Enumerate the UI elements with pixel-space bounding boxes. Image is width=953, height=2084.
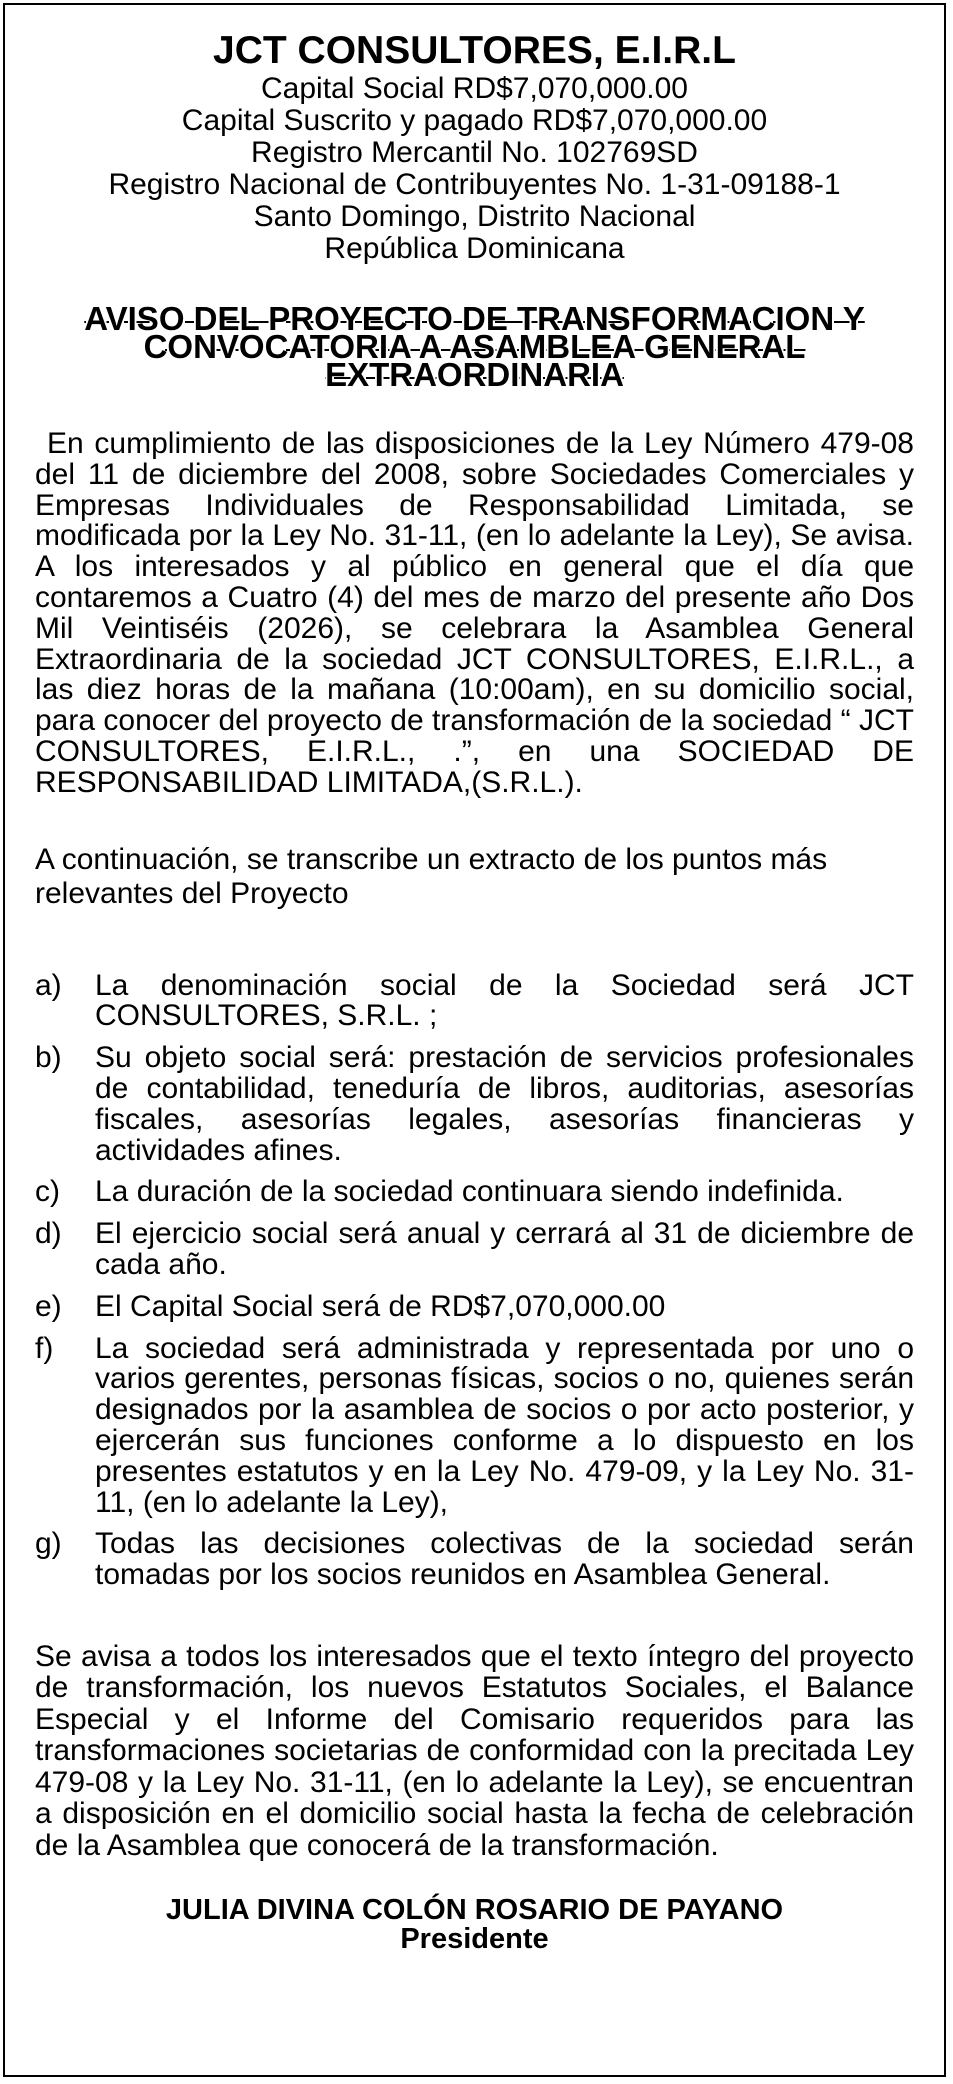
- list-marker: f): [35, 1331, 54, 1365]
- list-item: [35, 1043, 914, 1166]
- city: Santo Domingo, Distrito Nacional: [253, 200, 696, 233]
- list-marker: g): [35, 1527, 62, 1561]
- project-points-list: [35, 968, 914, 1592]
- country: República Dominicana: [324, 232, 625, 265]
- list-item: [35, 1289, 914, 1323]
- capital-suscrito: Capital Suscrito y pagado RD$7,070,000.00: [181, 104, 768, 137]
- list-item: [35, 1331, 914, 1519]
- capital-social: Capital Social RD$7,070,000.00: [261, 72, 688, 105]
- list-item-text: El Capital Social será de RD$7,070,000.00: [95, 1289, 666, 1323]
- company-name: JCT CONSULTORES, E.I.R.L: [213, 29, 736, 72]
- notice-document: [5, 29, 944, 1956]
- list-item-text: La duración de la sociedad continuara siendo indefinida.: [95, 1175, 844, 1209]
- list-marker: a): [35, 968, 62, 1002]
- transcribe-paragraph: A continuación, se transcribe un extracto de los puntos más relevantes del Proyecto: [35, 842, 828, 910]
- list-item: [35, 1177, 914, 1208]
- closing-paragraph: Se avisa a todos los interesados que el texto íntegro del proyecto de transformación, los nuevos Estatutos Sociales, el Balance Especial y el Informe del Comisario requeridos para las transformaciones societarias de conformidad con la precitada Ley 479-08 y la Ley No. 31-11, (en lo adelante la Ley), se encuentran a disposición en el domicilio social hasta la fecha de celebración de la Asamblea que conocerá de la transformación.: [35, 1639, 914, 1862]
- list-item-text: La denominación social de la Sociedad será JCT CONSULTORES, S.R.L. ;: [95, 968, 914, 1033]
- intro-paragraph: En cumplimiento de las disposiciones de la Ley Número 479-08 del 11 de diciembre del 2008, sobre Sociedades Comerciales y Empresas Individuales de Responsabilidad Limitada, se modificada por la Ley No. 31-11, (en lo adelante la Ley), Se avisa. A los interesados y al público en general que el día que contaremos a Cuatro (4) del mes de marzo del presente año Dos Mil Veintiséis (2026), se celebrara la Asamblea General Extraordinaria de la sociedad JCT CONSULTORES, E.I.R.L., a las diez horas de la mañana (10:00am), en su domicilio social, para conocer del proyecto de transformación de la sociedad “ JCT CONSULTORES, E.I.R.L., .”, en una SOCIEDAD DE RESPONSABILIDAD LIMITADA,(S.R.L.).: [35, 427, 914, 799]
- list-item: [35, 1219, 914, 1281]
- list-item: [35, 1529, 914, 1591]
- list-marker: d): [35, 1217, 62, 1251]
- list-marker: b): [35, 1041, 62, 1075]
- registro-mercantil: Registro Mercantil No. 102769SD: [251, 136, 698, 169]
- list-item-text: La sociedad será administrada y representada por uno o varios gerentes, personas físicas, socios o no, quienes serán designados por la asamblea de socios o por acto posterior, y ejercerán sus funciones conforme a lo dispuesto en los presentes estatutos y en la Ley No. 479-09, y la Ley No. 31-11, (en lo adelante la Ley),: [95, 1331, 914, 1519]
- signature-block: [35, 1894, 914, 1956]
- list-marker: c): [35, 1175, 60, 1209]
- signatory-role: Presidente: [400, 1923, 549, 1956]
- list-item-text: Su objeto social será: prestación de servicios profesionales de contabilidad, teneduría de libros, auditorias, asesorías fiscales, asesorías legales, asesorías financieras y actividades afines.: [95, 1041, 914, 1167]
- registro-contribuyentes: Registro Nacional de Contribuyentes No. 1-31-09188-1: [108, 168, 841, 201]
- list-item-text: Todas las decisiones colectivas de la sociedad serán tomadas por los socios reunidos en Asamblea General.: [95, 1527, 914, 1592]
- company-header: [35, 29, 914, 265]
- signatory-name: JULIA DIVINA COLÓN ROSARIO DE PAYANO: [165, 1894, 784, 1927]
- notice-title: AVISO DEL PROYECTO DE TRANSFORMACION Y CONVOCATORIA A ASAMBLEA GENERAL EXTRAORDINARIA: [84, 300, 865, 393]
- list-item: [35, 968, 914, 1033]
- list-marker: e): [35, 1289, 62, 1323]
- notice-frame: [3, 3, 946, 2077]
- list-item-text: El ejercicio social será anual y cerrará al 31 de diciembre de cada año.: [95, 1217, 914, 1281]
